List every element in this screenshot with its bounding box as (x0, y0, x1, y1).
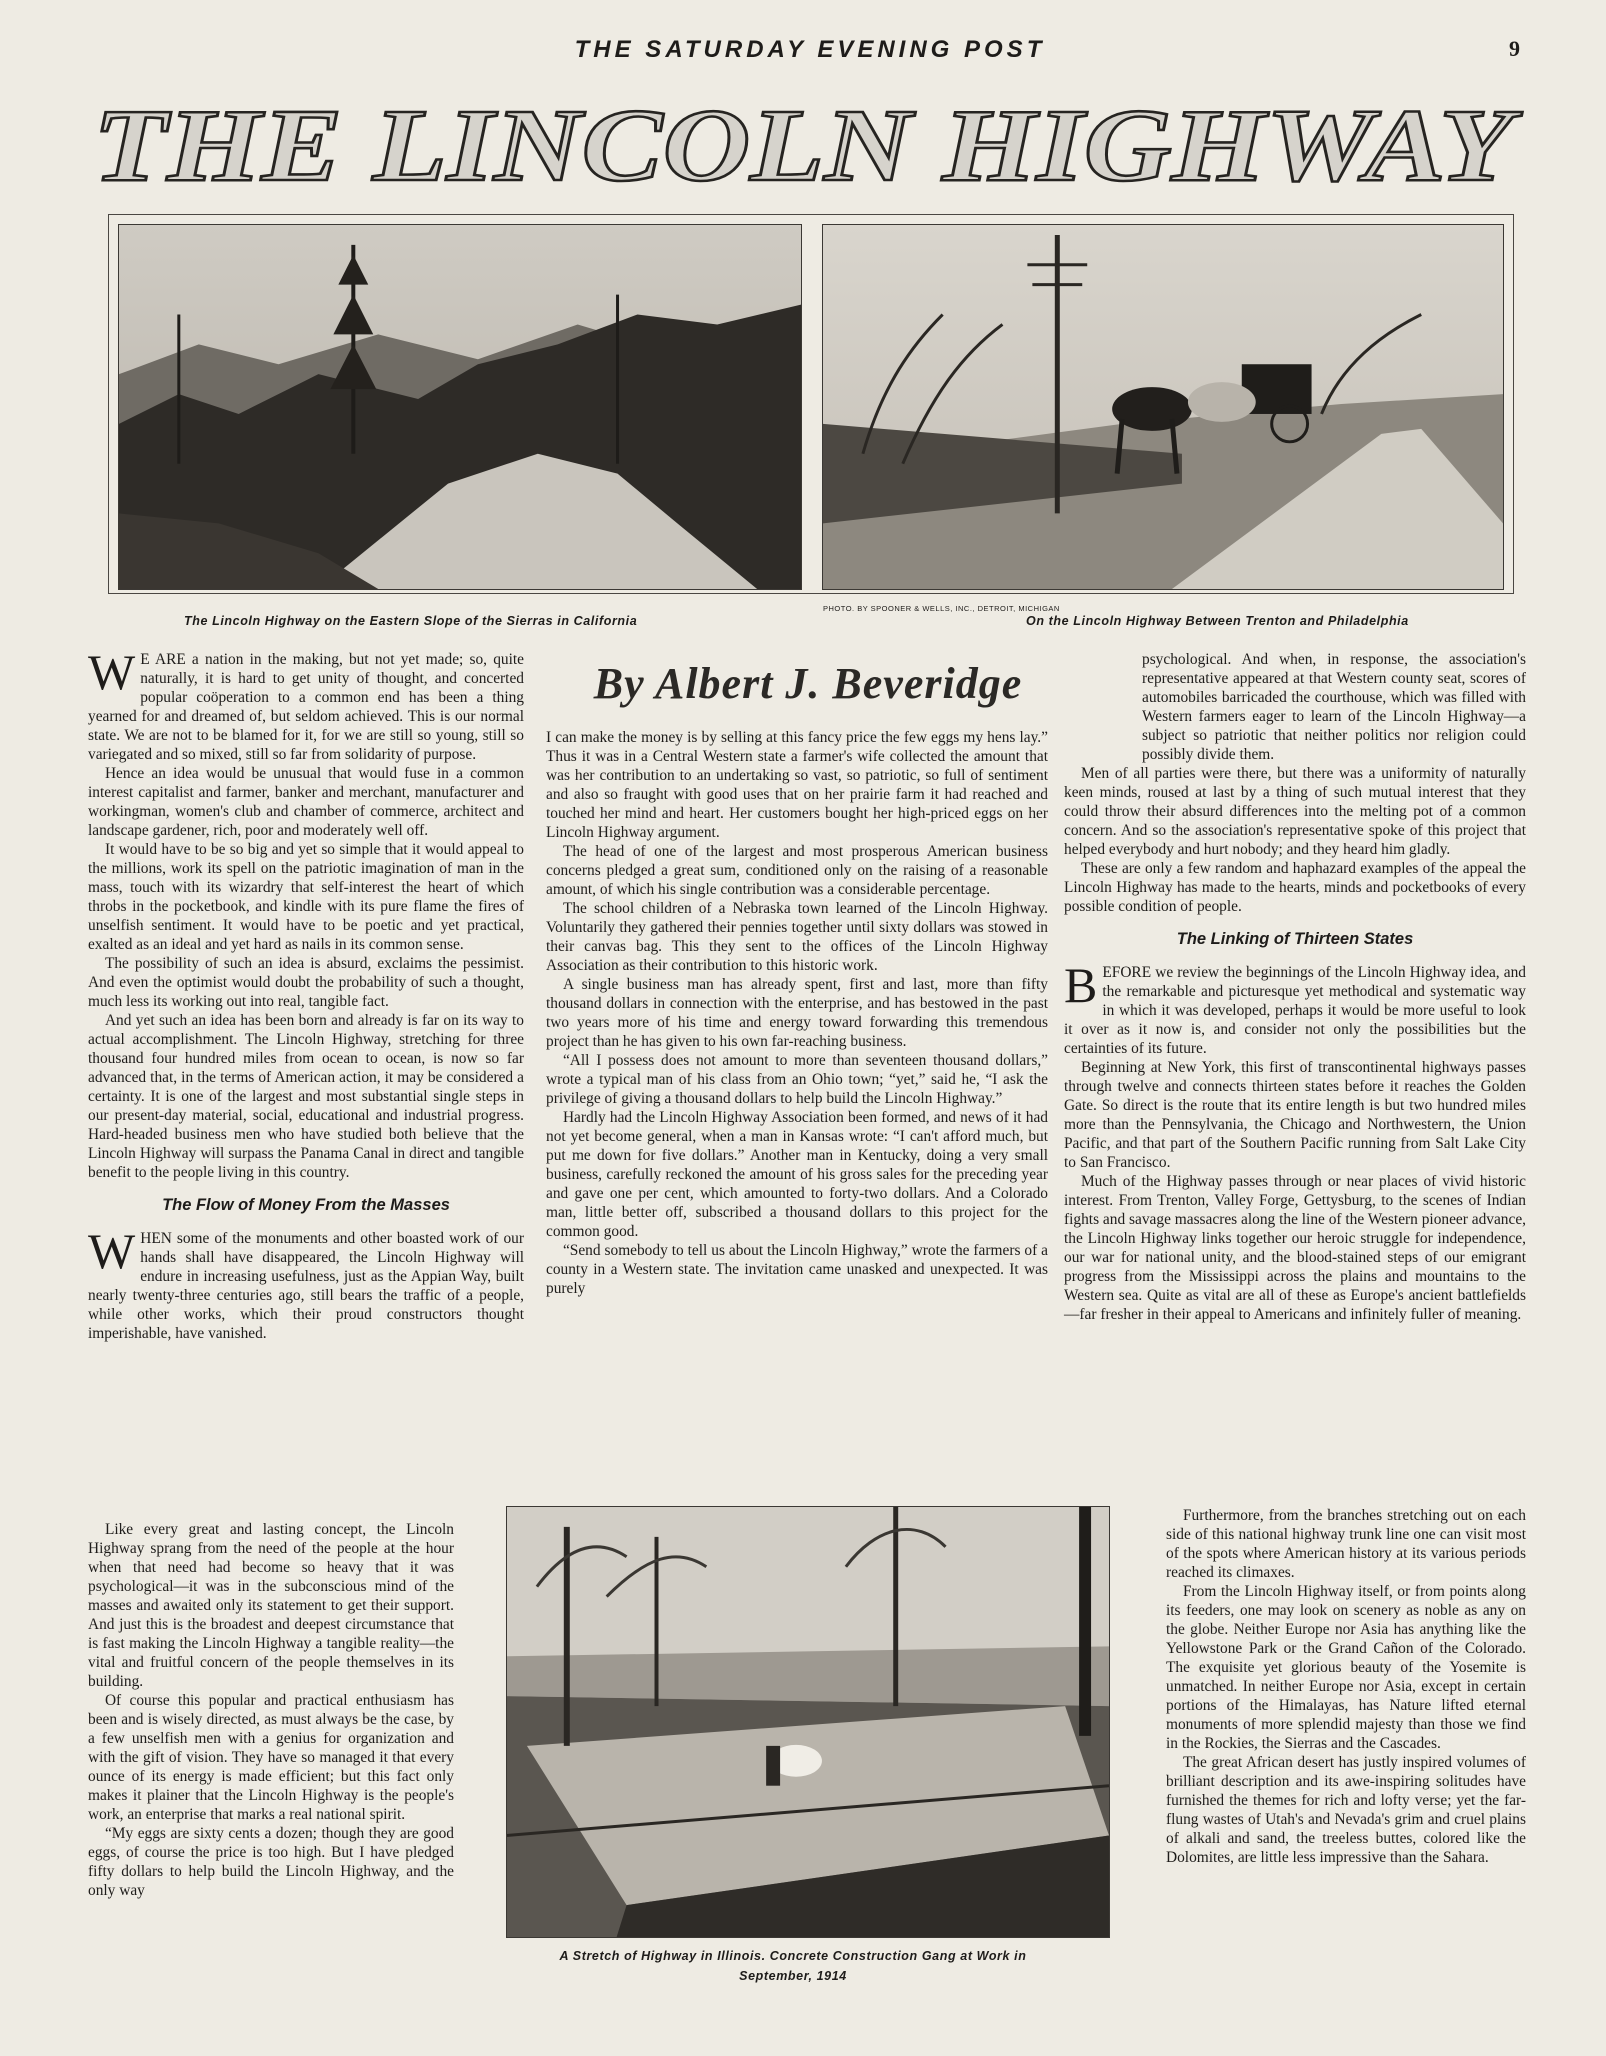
byline: By Albert J. Beveridge (593, 659, 1023, 708)
photo-credit: PHOTO. BY SPOONER & WELLS, INC., DETROIT, MICHIGAN (823, 604, 1060, 613)
col2-paragraph-4: A single business man has already spent, first and last, more than fifty thousand dollars in connection with the enterprise, and has bestowed in the past two years more of his time and energy toward forwarding this tremendous project than he has given to his own far-reaching business. (546, 976, 1048, 1050)
col1-paragraph-4: The possibility of such an idea is absurd, exclaims the pessimist. And even the optimist would doubt the probability of such a thought, much less its working out into real, tangible fact. (88, 955, 524, 1010)
col1-paragraph-1: W E ARE a nation in the making, but not yet made; so, quite naturally, it is hard to get unity of thought, and concerted popular coöperation to a common end has been a thing yearned for and dreamed of, but seldom achieved. This is our normal state. We are not to be blamed for it, for we are still so young, still so variegated and so mixed, still so far from solidarity of purpose. (88, 644, 524, 763)
col3-paragraph-9: The great African desert has justly inspired volumes of brilliant description and its awe-inspiring solitudes have furnished the themes for rich and lofty verse; yet the far-flung wastes of Utah's and Nevada's grim and cruel plains of alkali and sand, the treeless buttes, colored like the Dolomites, are little less impressive than the Sahara. (1166, 1754, 1526, 1866)
col3-paragraph-4: BEFORE we review the beginnings of the Lincoln Highway idea, and the remarkable and picturesque yet methodical and systematic way in which it was developed, perhaps it would be more useful to look it over as it now is, and consider not only the possibilities but the certainties of its future. (1064, 957, 1526, 1057)
col3-paragraph-6: Much of the Highway passes through or near places of vivid historic interest. From Trenton, Valley Forge, Gettysburg, to the scenes of Indian fights and savage massacres along the line of the Western pioneer advance, the Lincoln Highway links together our heroic struggle for independence, our war for national unity, and the blood-stained steps of our emigrant progress from the Mississippi across the plains and mountains to the Western sea. Quite as vital are all of these as Europe's ancient battlefields—far fresher in their appeal to Americans and infinitely fuller of meaning. (1064, 1173, 1526, 1323)
trenton-photo (822, 224, 1504, 590)
right-photo-caption: On the Lincoln Highway Between Trenton and Philadelphia (1026, 614, 1409, 628)
col3-paragraph-3: These are only a few random and haphazard examples of the appeal the Lincoln Highway has made to the hearts, minds and pocketbooks of every possible condition of people. (1064, 860, 1526, 915)
col1-paragraph-9: “My eggs are sixty cents a dozen; though they are good eggs, of course the price is too high. But I have pledged fifty dollars to help build the Lincoln Highway, and the only way (88, 1825, 454, 1899)
col3-paragraph-1: psychological. And when, in response, the association's representative appeared at that Western county seat, scores of automobiles barricaded the courthouse, which was filled with Western farmers eager to learn of the Lincoln Highway—a subject so patriotic that neither politics nor religion could possibly divide them. (1142, 651, 1526, 763)
col3-paragraph-8: From the Lincoln Highway itself, or from points along its feeders, one may look on scenery as noble as any on the globe. Neither Europe nor Asia has anything like the Yellowstone Park or the Grand Cañon of the Colorado. The exquisite yet glorious beauty of the Yosemite is unmatched. In neither Europe nor Asia, except in certain portions of the Himalayas, has Nature lifted eternal monuments of more splendid majesty than those we find in the Rockies, the Sierras and the Cascades. (1166, 1583, 1526, 1752)
illinois-photo (506, 1506, 1110, 1938)
col2-paragraph-7: “Send somebody to tell us about the Lincoln Highway,” wrote the farmers of a county in a Western state. The invitation came unasked and unexpected. It was purely (546, 1242, 1048, 1297)
masthead-text: THE LINCOLN HIGHWAY (93, 90, 1523, 200)
sierra-photo (118, 224, 802, 590)
col3-paragraph-5: Beginning at New York, this first of transcontinental highways passes through twelve and connects thirteen states before it reaches the Golden Gate. So direct is the route that its entire length is but two hundred miles more than the Pennsylvania, the Chicago and Northwestern, the Union Pacific, and that part of the Southern Pacific running from Salt Lake City to San Francisco. (1064, 1059, 1526, 1171)
page-number: 9 (1509, 36, 1520, 61)
col3-paragraph-7: Furthermore, from the branches stretching out on each side of this national highway trunk line one can visit most of the spots where American history at its various periods reached its climaxes. (1166, 1507, 1526, 1581)
running-head: THE SATURDAY EVENING POST (574, 36, 1046, 63)
col1-paragraph-5: And yet such an idea has been born and already is far on its way to actual accomplishment. The Lincoln Highway, stretching for three thousand four hundred miles from ocean to ocean, is now so far advanced that, in the terms of American action, it may be considered a certainty. It is one of the largest and most substantial single steps in our present-day material, social, educational and industrial progress. Hard-headed business men who have studied both believe that the Lincoln Highway will surpass the Panama Canal in direct and tangible benefit to the people living in this country. (88, 1012, 524, 1181)
col2-paragraph-3: The school children of a Nebraska town learned of the Lincoln Highway. Voluntarily they gathered their pennies together until sixty dollars was stowed in their canvas bag. This they sent to the offices of the Lincoln Highway Association as their contribution to this historic work. (546, 900, 1048, 974)
page-header (90, 36, 1530, 72)
subhead-flow-of-money: The Flow of Money From the Masses (162, 1196, 450, 1214)
col2-paragraph-6: Hardly had the Lincoln Highway Association been formed, and news of it had not yet become general, when a man in Kansas wrote: “I can't afford much, but put me down for five dollars.” Another man in Kentucky, doing a very small business, carefully reckoned the amount of his gross sales for the preceding year and gave one per cent, which amounted to forty-two dollars. And a Colorado man, little better off, subscribed a thousand dollars to this project for the common good. (546, 1109, 1048, 1240)
column-1-lower (88, 1520, 454, 1900)
column-3-lower (1166, 1506, 1526, 1867)
dropcap: B (1064, 957, 1098, 1013)
col1-paragraph-6: WHEN some of the monuments and other boasted work of our hands shall have disappeared, the Lincoln Highway will endure in increasing usefulness, just as the Appian Way, built nearly twenty-three centuries ago, still bears the traffic of a people, while other works, which their proud constructors thought imperishable, have vanished. (88, 1223, 524, 1342)
bottom-photo-caption: A Stretch of Highway in Illinois. Concrete Construction Gang at Work in September, 1914 (559, 1949, 1027, 1983)
col1-paragraph-3: It would have to be so big and yet so simple that it would appeal to the millions, work its spell on the patriotic imagination of man in the mass, touch with its wizardry that self-interest the heart of which throbs in the pocketbook, and kindle with its pure flame the fires of unselfish sentiment. It would have to be poetic and yet practical, exalted as an ideal and yet hard as nails in its common sense. (88, 841, 524, 953)
col1-paragraph-8: Of course this popular and practical enthusiasm has been and is wisely directed, as must always be the case, by a few unselfish men with a genius for organization and with the gift of vision. They have so managed it that every ounce of its energy is made efficient; but this fact only makes it plainer that the Lincoln Highway is the people's work, an enterprise that marks a real national spirit. (88, 1692, 454, 1823)
left-photo-caption: The Lincoln Highway on the Eastern Slope of the Sierras in California (184, 614, 638, 628)
col3-paragraph-2: Men of all parties were there, but there was a uniformity of naturally keen minds, roused at last by a thing of such mutual interest that they could throw their absurd differences into the melting pot of a common concern. And so the association's representative spoke of this project that helped everybody and hurt nobody; and they heard him gladly. (1064, 765, 1526, 858)
dropcap: W (88, 644, 136, 700)
column-1 (88, 644, 524, 1343)
dropcap: W (88, 1223, 136, 1279)
col2-paragraph-1: I can make the money is by selling at this fancy price the few eggs my hens lay.” Thus it was in a Central Western state a farmer's wife collected the amount that was her contribution to an undertaking so vast, so patriotic, so full of sentiment and also so fraught with good uses that on her prairie farm it had reached and touched her mind and heart. Her customers bought her high-priced eggs on her Lincoln Highway argument. (546, 729, 1048, 841)
col2-paragraph-2: The head of one of the largest and most prosperous American business concerns pledged a great sum, conditioned only on the raising of a reasonable amount, of which his single contribution was a considerable percentage. (546, 843, 1048, 898)
col1-paragraph-7: Like every great and lasting concept, the Lincoln Highway sprang from the need of the people at the hour when that need had become so heavy that it was psychological—it was in the subconscious mind of the masses and awaited only its statement to get their support. And just this is the broadest and deepest circumstance that is fast making the Lincoln Highway a tangible reality—the vital and fruitful concern of the people themselves in its building. (88, 1521, 454, 1690)
col1-paragraph-2: Hence an idea would be unusual that would fuse in a common interest capitalist and farmer, banker and merchant, manufacturer and workingman, women's club and chamber of commerce, architect and landscape gardener, rich, poor and moderately well off. (88, 765, 524, 839)
masthead-title (80, 90, 1526, 200)
subhead-thirteen-states: The Linking of Thirteen States (1176, 930, 1414, 948)
column-3 (1064, 650, 1526, 1324)
col2-paragraph-5: “All I possess does not amount to more than seventeen thousand dollars,” wrote a typical man of his class from an Ohio town; “yet,” said he, “I ask the privilege of giving a thousand dollars to help build the Lincoln Highway.” (546, 1052, 1048, 1107)
column-2 (546, 728, 1048, 1298)
